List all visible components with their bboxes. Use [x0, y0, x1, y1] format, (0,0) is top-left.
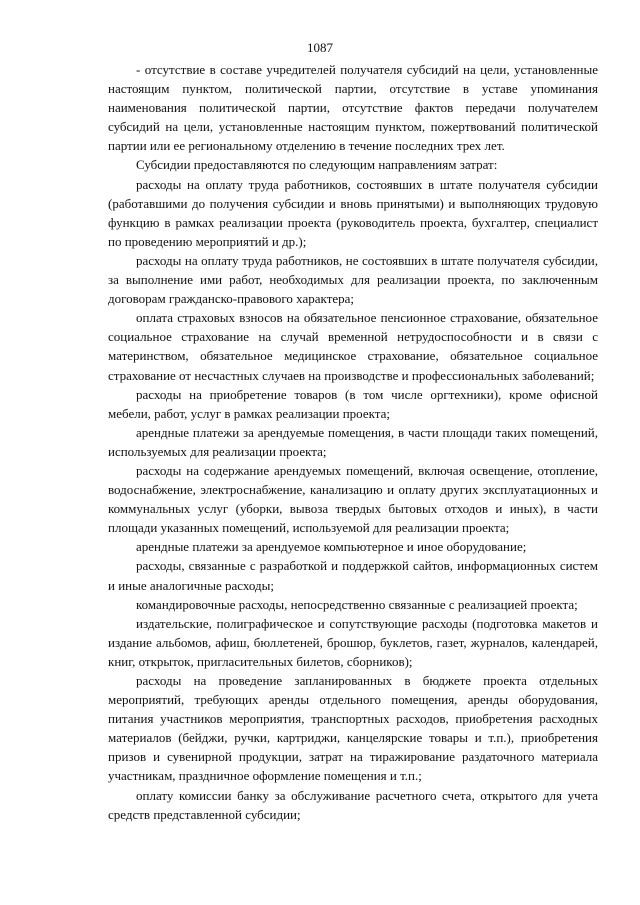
paragraph-party-condition: - отсутствие в составе учредителей получателя субсидий на цели, установленные настоящим пунктом, политической партии, отсутствие в уставе упоминания наименования политической партии, отсутствие фактов передачи получателем субсидий на цели, установленные настоящим пунктом, пожертвований политической партии или ее региональному отделению в течение последних трех лет. [108, 62, 598, 154]
paragraph-premises-maintenance: расходы на содержание арендуемых помещений, включая освещение, отопление, водоснабжение, электроснабжение, канализацию и оплату других эксплуатационных и коммунальных услуг (уборки, вывоза твердых бытовых отходов и иных), в части площади указанных помещений, используемой для реализации проекта; [108, 462, 598, 536]
paragraph-publishing: издательские, полиграфическое и сопутствующие расходы (подготовка макетов и издание альбомов, афиш, бюллетеней, брошюр, буклетов, газет, журналов, календарей, книг, открыток, пригласительных билетов, сборников); [108, 615, 598, 669]
paragraph-premises-rent: арендные платежи за арендуемые помещения, в части площади таких помещений, используемых для реализации проекта; [108, 424, 598, 459]
page-number: 1087 [307, 40, 333, 55]
paragraph-travel: командировочные расходы, непосредственно связанные с реализацией проекта; [136, 596, 578, 612]
paragraph-events: расходы на проведение запланированных в бюджете проекта отдельных мероприятий, требующих аренды отдельного помещения, аренды оборудования, питания участников мероприятия, транспортных расходов, приобретения расходных материалов (бейджи, ручки, картриджи, канцелярские товары и т.п.), приобретения призов и сувенирной продукции, затрат на тиражирование раздаточного материала участникам, праздничное оформление помещения и т.п.; [108, 673, 598, 784]
paragraph-bank-fees: оплату комиссии банку за обслуживание расчетного счета, открытого для учета средств представленной субсидии; [108, 787, 598, 822]
paragraph-goods: расходы на приобретение товаров (в том числе оргтехники), кроме офисной мебели, работ, услуг в рамках реализации проекта; [108, 386, 598, 421]
paragraph-intro: Субсидии предоставляются по следующим направлениям затрат: [136, 157, 498, 173]
paragraph-websites: расходы, связанные с разработкой и поддержкой сайтов, информационных систем и иные аналогичные расходы; [108, 558, 598, 593]
paragraph-staff-salary: расходы на оплату труда работников, состоявших в штате получателя субсидии (работавшими до получения субсидии и вновь принятыми) и выполняющих трудовую функцию в рамках реализации проекта (руководитель проекта, бухгалтер, специалист по проведению мероприятий и др.); [108, 176, 598, 249]
document-body [108, 60, 598, 824]
paragraph-insurance: оплата страховых взносов на обязательное пенсионное страхование, обязательное социальное страхование на случай временной нетрудоспособности и в связи с материнством, обязательное медицинское страхование, обязательное социальное страхование от несчастных случаев на производстве и профессиональных заболеваний; [108, 310, 598, 383]
paragraph-contract-salary: расходы на оплату труда работников, не состоявших в штате получателя субсидии, за выполнение ими работ, необходимых для реализации проекта, по заключенным договорам гражданско-правового характера; [108, 252, 598, 307]
paragraph-equipment-rent: арендные платежи за арендуемое компьютерное и иное оборудование; [136, 539, 527, 555]
